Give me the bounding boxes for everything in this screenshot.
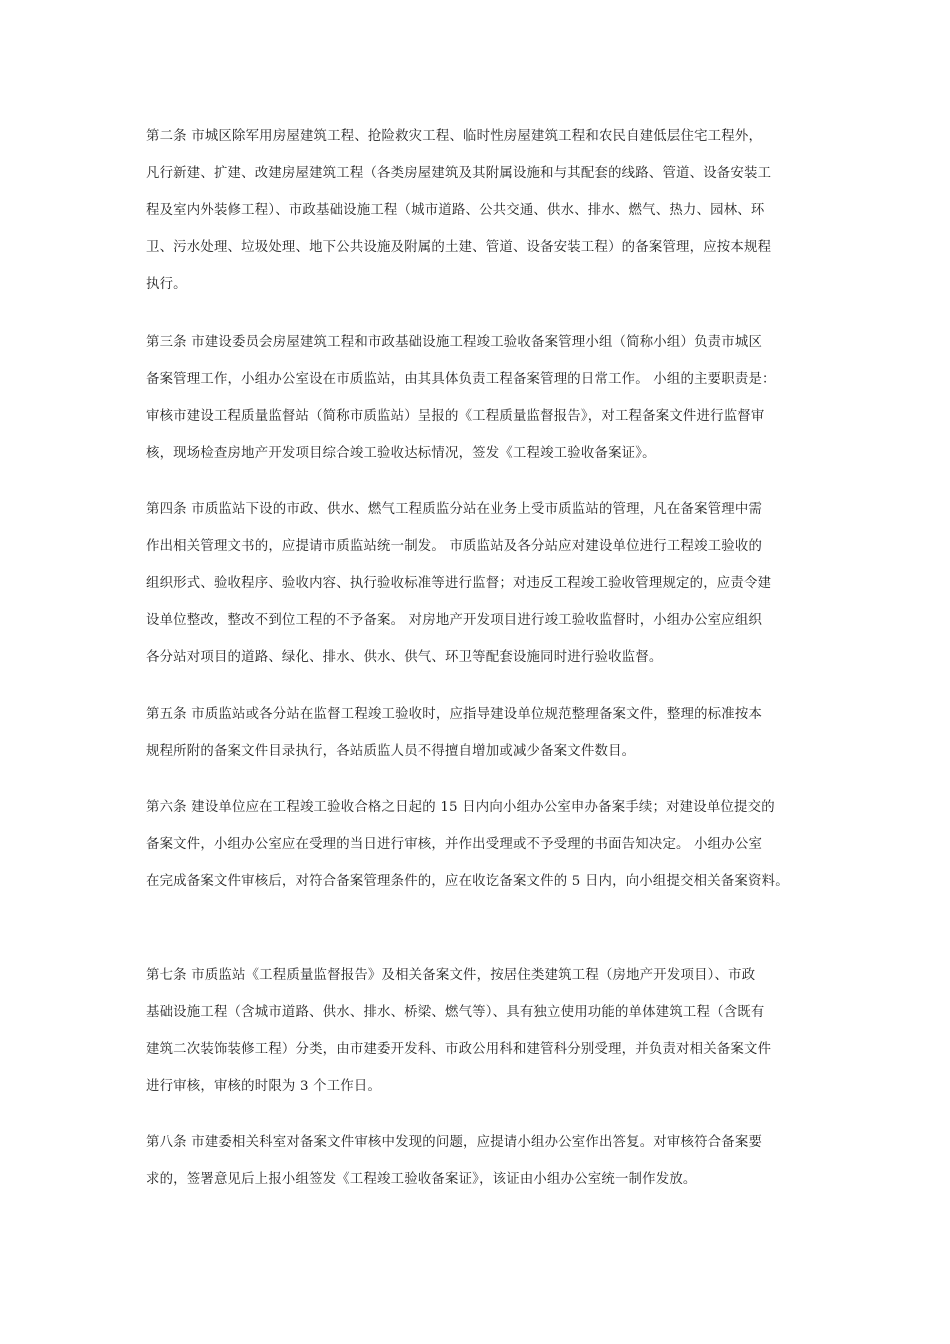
article-line: 各分站对项目的道路、绿化、排水、供水、供气、环卫等配套设施同时进行验收监督。	[146, 650, 663, 665]
article-line: 核，现场检查房地产开发项目综合竣工验收达标情况，签发《工程竣工验收备案证》。	[146, 446, 656, 461]
article-line: 卫、污水处理、垃圾处理、地下公共设施及附属的土建、管道、设备安装工程）的备案管理，应按本规程	[146, 240, 772, 255]
article-line: 备案文件，小组办公室应在受理的当日进行审核，并作出受理或不予受理的书面告知决定。 小组办公室	[146, 837, 763, 852]
article-line: 第三条 市建设委员会房屋建筑工程和市政基础设施工程竣工验收备案管理小组（简称小组）负责市城区	[146, 335, 763, 350]
article-line: 作出相关管理文书的，应提请市质监站统一制发。 市质监站及各分站应对建设单位进行工程竣工验收的	[146, 539, 763, 554]
article-line: 第四条 市质监站下设的市政、供水、燃气工程质监分站在业务上受市质监站的管理，凡在备案管理中需	[146, 502, 763, 517]
article-line: 第五条 市质监站或各分站在监督工程竣工验收时，应指导建设单位规范整理备案文件，整理的标准按本	[146, 707, 763, 722]
article-line: 进行审核，审核的时限为 3 个工作日。	[146, 1079, 382, 1094]
article-line: 执行。	[146, 277, 187, 292]
article-line: 在完成备案文件审核后，对符合备案管理条件的，应在收讫备案文件的 5 日内，向小组提交相关备案资料。	[146, 874, 789, 889]
article-line: 组织形式、验收程序、验收内容、执行验收标准等进行监督；对违反工程竣工验收管理规定的，应责令建	[146, 576, 772, 591]
article-line: 程及室内外装修工程）、市政基础设施工程（城市道路、公共交通、供水、排水、燃气、热力、园林、环	[146, 203, 765, 218]
article-line: 第八条 市建委相关科室对备案文件审核中发现的问题，应提请小组办公室作出答复。对审核符合备案要	[146, 1135, 763, 1150]
article-line: 审核市建设工程质量监督站（简称市质监站）呈报的《工程质量监督报告》，对工程备案文件进行监督审	[146, 409, 765, 424]
article-line: 设单位整改，整改不到位工程的不予备案。 对房地产开发项目进行竣工验收监督时，小组办公室应组织	[146, 613, 763, 628]
article-line: 凡行新建、扩建、改建房屋建筑工程（各类房屋建筑及其附属设施和与其配套的线路、管道、设备安装工	[146, 166, 772, 181]
article-line: 备案管理工作，小组办公室设在市质监站，由其具体负责工程备案管理的日常工作。 小组的主要职责是：	[146, 372, 776, 387]
article-line: 求的，签署意见后上报小组签发《工程竣工验收备案证》，该证由小组办公室统一制作发放。	[146, 1172, 697, 1187]
article-line: 基础设施工程（含城市道路、供水、排水、桥梁、燃气等）、具有独立使用功能的单体建筑工程（含既有	[146, 1005, 765, 1020]
article-line: 第六条 建设单位应在工程竣工验收合格之日起的 15 日内向小组办公室申办备案手续；对建设单位提交的	[146, 800, 775, 815]
article-line: 建筑二次装饰装修工程）分类，由市建委开发科、市政公用科和建管科分别受理，并负责对相关备案文件	[146, 1042, 772, 1057]
article-line: 规程所附的备案文件目录执行，各站质监人员不得擅自增加或减少备案文件数目。	[146, 744, 636, 759]
article-line: 第七条 市质监站《工程质量监督报告》及相关备案文件，按居住类建筑工程（房地产开发项目）、市政	[146, 968, 756, 983]
article-line: 第二条 市城区除军用房屋建筑工程、抢险救灾工程、临时性房屋建筑工程和农民自建低层住宅工程外，	[146, 129, 763, 144]
